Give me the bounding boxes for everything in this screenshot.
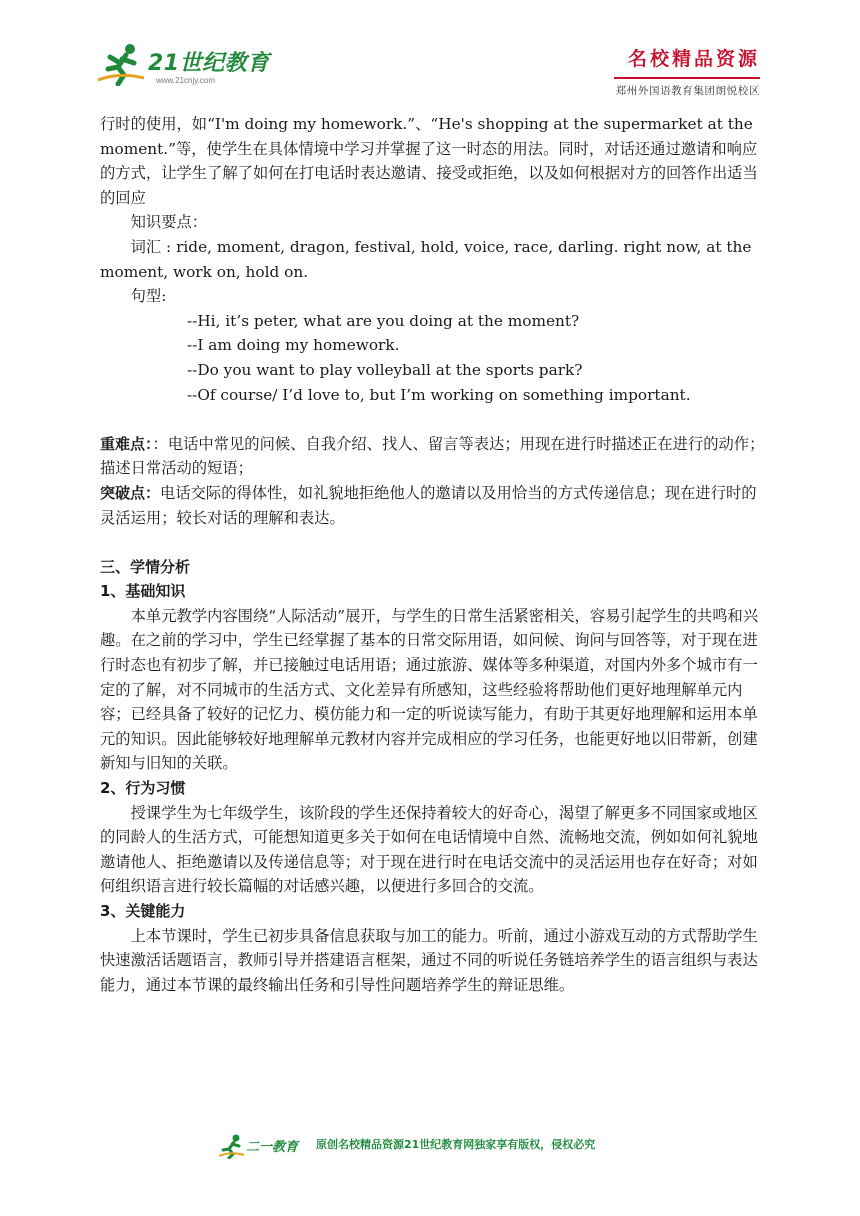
sentences-label: 句型: — [130, 287, 167, 306]
knowledge-points-heading: 知识要点： — [130, 213, 208, 232]
subsection-heading: 3、关键能力 — [100, 902, 186, 920]
intro-paragraph: 行时的使用，如“I'm doing my homework.”、“He's shopping at the supermarket at the moment.”等，使学生在具体情境中学习并掌握了这一时态的用法。同时，对话还通过邀请和响应的方式，让学生了解了如何在打电话时表达邀请、接受或拒绝，以及如何根据对方的回答作出适当的回应 — [100, 115, 758, 207]
body-paragraph: 上本节课时，学生已初步具备信息获取与加工的能力。听前，通过小游戏互动的方式帮助学生快速激活话题语言，教师引导并搭建语言框架，通过不同的听说任务链培养学生的语言组织与表达能力，通过本节课的最终输出任务和引导性问题培养学生的辩证思维。 — [100, 926, 758, 994]
difficulty-label: 重难点： — [100, 434, 153, 453]
difficulty-paragraph — [100, 432, 768, 481]
logo-text: 21世纪教育 — [148, 51, 270, 76]
section-heading: 三、学情分析 — [100, 557, 191, 576]
breakthrough-text: 电话交际的得体性，如礼貌地拒绝他人的邀请以及用恰当的方式传递信息；现在进行时的灵活运用；较长对话的理解和表达。 — [100, 483, 757, 527]
body-paragraph: 本单元教学内容围绕“人际活动”展开，与学生的日常生活紧密相关，容易引起学生的共鸣和兴趣。在之前的学习中，学生已经掌握了基本的日常交际用语，如问候、询问与回答等，对于现在进行时态也有初步了解，并已接触过电话用语；通过旅游、媒体等多种渠道，对国内外多个城市有一定的了解，对不同城市的生活方式、文化差异有所感知，这些经验将帮助他们更好地理解单元内容；已经具备了较好的记忆力、模仿能力和一定的听说读写能力，有助于其更好地理解和运用本单元的知识。因此能够较好地理解单元教材内容并完成相应的学习任务，也能更好地以旧带新，创建新知与旧知的关联。 — [100, 606, 759, 773]
brand-block — [614, 44, 760, 98]
spacer — [100, 407, 768, 432]
sentence-line: --I am doing my homework. — [187, 336, 400, 355]
document-body — [100, 112, 768, 997]
breakthrough-label: 突破点： — [100, 483, 161, 502]
brand-subtitle: 郑州外国语教育集团朗悦校区 — [615, 85, 760, 97]
sentence-line: --Do you want to play volleyball at the sports park? — [187, 360, 583, 379]
brand-divider — [614, 77, 760, 79]
footer-logo[interactable] — [218, 1133, 310, 1159]
brand-title: 名校精品资源 — [627, 48, 760, 70]
breakthrough-paragraph — [100, 481, 768, 530]
subsection-heading: 1、基础知识 — [100, 582, 186, 601]
page-footer — [0, 1128, 860, 1164]
runner-logo-icon — [96, 42, 148, 86]
sentence-line: --Hi, it’s peter, what are you doing at the moment? — [187, 311, 580, 330]
copyright-notice: 原创名校精品资源21世纪教育网独家享有版权，侵权必究 — [316, 1138, 596, 1151]
runner-logo-icon — [218, 1133, 246, 1159]
spacer — [100, 530, 768, 555]
difficulty-text: ：电话中常见的问候、自我介绍、找人、留言等表达；用现在进行时描述正在进行的动作；描述日常活动的短语； — [100, 434, 765, 478]
subsection-heading: 2、行为习惯 — [100, 779, 186, 798]
body-paragraph: 授课学生为七年级学生，该阶段的学生还保持着较大的好奇心，渴望了解更多不同国家或地区的同龄人的生活方式，可能想知道更多关于如何在电话情境中自然、流畅地交流，例如如何礼貌地邀请他人、拒绝邀请以及传递信息等；对于现在进行时在电话交流中的灵活运用也存在好奇；对如何组织语言进行较长篇幅的对话感兴趣，以便进行多回合的交流。 — [100, 803, 758, 896]
logo-url: www.21cnjy.com — [156, 76, 215, 85]
sentence-line: --Of course/ I’d love to, but I’m working on something important. — [187, 385, 691, 404]
site-logo[interactable] — [96, 42, 270, 90]
page-header — [0, 0, 860, 108]
vocab-line: 词汇 : ride, moment, dragon, festival, hold, voice, race, darling. right now, at the moment, work on, hold on. — [100, 237, 752, 281]
footer-logo-text: 二一教育 — [246, 1140, 299, 1155]
